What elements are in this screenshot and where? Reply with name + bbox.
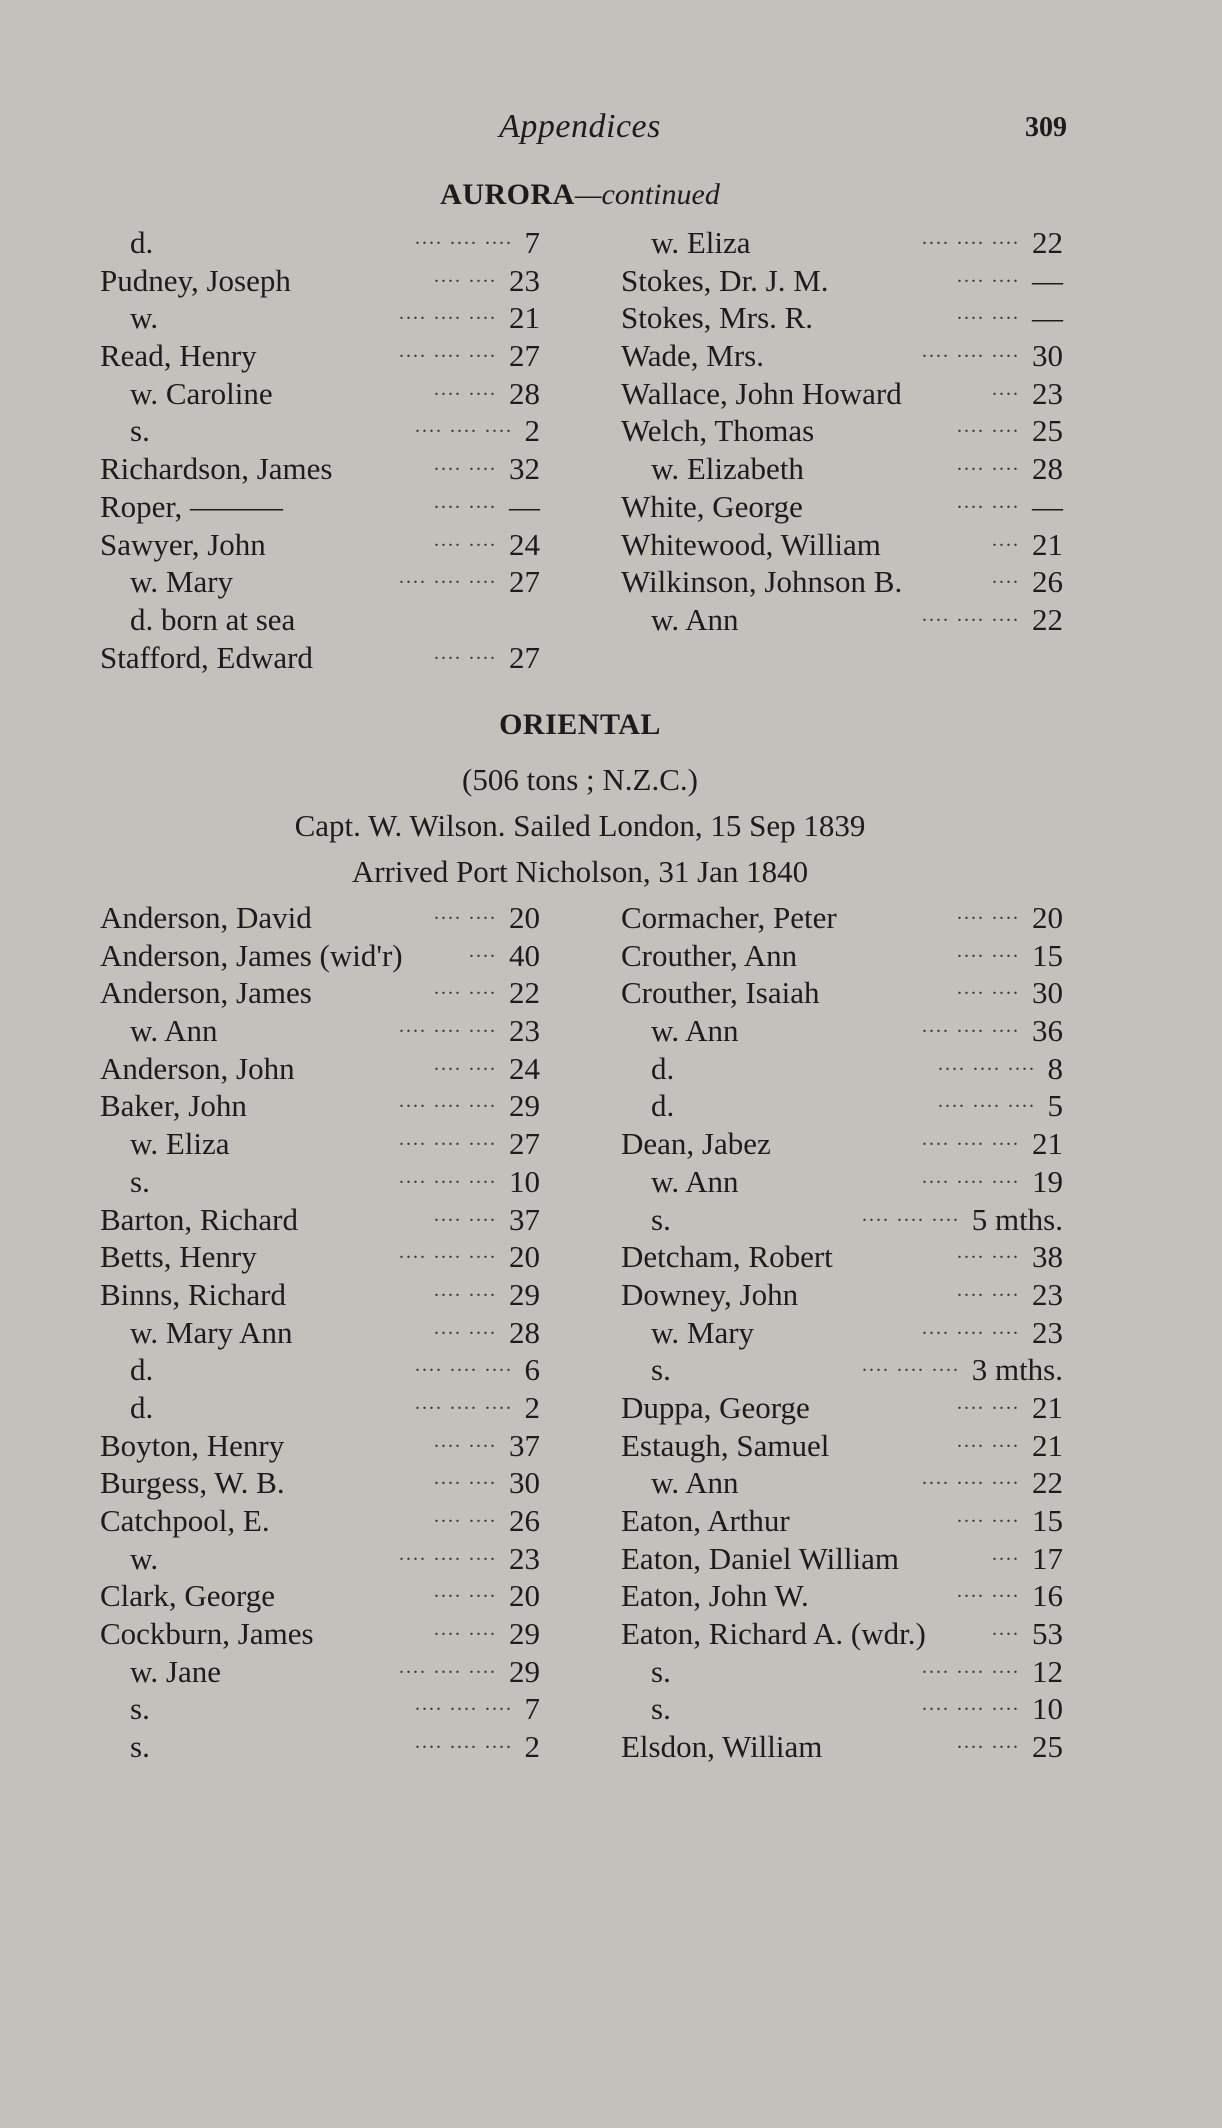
aurora-heading bbox=[0, 178, 1160, 212]
passenger-age: — bbox=[509, 488, 540, 524]
leader-dots: .... .... bbox=[957, 1580, 1020, 1603]
leader-dots: .... bbox=[992, 377, 1020, 400]
leader-dots: .... .... .... bbox=[922, 1316, 1020, 1339]
leader-dots: .... .... .... bbox=[415, 1693, 513, 1716]
passenger-age: 20 bbox=[509, 900, 540, 935]
passenger-name: s. bbox=[130, 1163, 150, 1199]
passenger-age: 16 bbox=[1032, 1578, 1063, 1614]
leader-dots: .... bbox=[992, 528, 1020, 551]
passenger-age: 28 bbox=[509, 375, 540, 411]
passenger-name: w. bbox=[130, 300, 159, 336]
passenger-row bbox=[621, 1163, 1063, 1201]
passenger-row bbox=[100, 299, 540, 337]
passenger-name: w. Caroline bbox=[130, 375, 273, 411]
passenger-age: 27 bbox=[509, 639, 540, 675]
passenger-age: 26 bbox=[509, 1503, 540, 1538]
passenger-age: 19 bbox=[1032, 1163, 1063, 1199]
leader-dots: .... .... .... bbox=[862, 1354, 960, 1377]
leader-dots: .... bbox=[992, 1618, 1020, 1641]
oriental-arrived: Arrived Port Nicholson, 31 Jan 1840 bbox=[351, 854, 809, 889]
passenger-name: Sawyer, John bbox=[100, 526, 266, 562]
passenger-row bbox=[621, 299, 1063, 337]
passenger-row bbox=[621, 1125, 1063, 1163]
passenger-name: Binns, Richard bbox=[100, 1276, 286, 1312]
leader-dots: .... .... .... bbox=[415, 1731, 513, 1754]
passenger-name: w. Eliza bbox=[130, 1126, 230, 1162]
passenger-name: Wallace, John Howard bbox=[621, 375, 902, 411]
passenger-row bbox=[621, 1502, 1063, 1540]
passenger-age: 28 bbox=[1032, 451, 1063, 487]
passenger-name: w. Ann bbox=[651, 1013, 739, 1049]
passenger-row bbox=[100, 1653, 540, 1691]
passenger-age: 32 bbox=[509, 451, 540, 487]
leader-dots: .... .... bbox=[434, 1203, 497, 1226]
passenger-name: Boyton, Henry bbox=[100, 1427, 285, 1463]
passenger-age: 29 bbox=[509, 1088, 540, 1124]
passenger-row bbox=[621, 1389, 1063, 1427]
leader-dots: .... .... .... bbox=[415, 415, 513, 438]
passenger-age: 23 bbox=[509, 262, 540, 298]
passenger-row bbox=[621, 563, 1063, 601]
leader-dots: .... .... bbox=[434, 264, 497, 287]
passenger-age: 37 bbox=[509, 1427, 540, 1463]
passenger-age: 22 bbox=[1032, 225, 1063, 260]
passenger-row bbox=[621, 375, 1063, 413]
passenger-name: Duppa, George bbox=[621, 1389, 810, 1425]
leader-dots: .... .... bbox=[957, 1731, 1020, 1754]
passenger-age: 20 bbox=[509, 1578, 540, 1614]
passenger-age: 7 bbox=[524, 1691, 540, 1727]
passenger-age: 30 bbox=[1032, 975, 1063, 1011]
passenger-age: 10 bbox=[509, 1163, 540, 1199]
passenger-name: w. Mary bbox=[651, 1314, 755, 1350]
oriental-tonnage: (506 tons ; N.Z.C.) bbox=[462, 762, 698, 797]
passenger-name: w. Ann bbox=[130, 1013, 218, 1049]
leader-dots: .... .... .... bbox=[399, 1542, 497, 1565]
leader-dots: .... .... bbox=[957, 302, 1020, 325]
leader-dots: .... .... .... bbox=[862, 1203, 960, 1226]
passenger-row bbox=[621, 1577, 1063, 1615]
passenger-age: 8 bbox=[1047, 1050, 1063, 1086]
passenger-name: Read, Henry bbox=[100, 338, 257, 374]
passenger-name: Richardson, James bbox=[100, 451, 333, 487]
leader-dots: .... .... bbox=[957, 453, 1020, 476]
leader-dots: .... .... bbox=[957, 977, 1020, 1000]
passenger-name: w. Elizabeth bbox=[651, 451, 804, 487]
passenger-name: Elsdon, William bbox=[621, 1729, 823, 1765]
passenger-age: 3 mths. bbox=[971, 1352, 1063, 1388]
passenger-name: d. born at sea bbox=[130, 601, 296, 637]
passenger-name: Roper, ——— bbox=[100, 488, 284, 524]
passenger-row bbox=[100, 563, 540, 601]
passenger-row bbox=[100, 224, 540, 262]
leader-dots: .... .... .... bbox=[922, 1693, 1020, 1716]
leader-dots: .... .... .... bbox=[922, 1655, 1020, 1678]
leader-dots: .... .... bbox=[434, 453, 497, 476]
passenger-row bbox=[621, 1427, 1063, 1465]
passenger-name: Crouther, Ann bbox=[621, 937, 798, 973]
passenger-age: 21 bbox=[1032, 1126, 1063, 1162]
passenger-name: Eaton, Daniel William bbox=[621, 1540, 899, 1576]
passenger-row bbox=[100, 899, 540, 937]
passenger-row bbox=[100, 375, 540, 413]
passenger-name: Clark, George bbox=[100, 1578, 276, 1614]
leader-dots: .... .... bbox=[434, 528, 497, 551]
passenger-age: 22 bbox=[1032, 601, 1063, 637]
page-number: 309 bbox=[1025, 112, 1067, 143]
passenger-name: w. Ann bbox=[651, 601, 739, 637]
passenger-name: Catchpool, E. bbox=[100, 1503, 270, 1538]
passenger-row bbox=[621, 1314, 1063, 1352]
leader-dots: .... .... .... bbox=[399, 1655, 497, 1678]
aurora-right-column bbox=[621, 224, 1063, 639]
passenger-row bbox=[100, 937, 540, 975]
passenger-row bbox=[621, 1238, 1063, 1276]
passenger-name: Eaton, Richard A. (wdr.) bbox=[621, 1616, 926, 1652]
leader-dots: .... .... bbox=[434, 1580, 497, 1603]
passenger-name: Barton, Richard bbox=[100, 1201, 299, 1237]
leader-dots: .... .... bbox=[957, 1505, 1020, 1527]
passenger-age: 21 bbox=[1032, 1427, 1063, 1463]
leader-dots: .... .... .... bbox=[399, 340, 497, 363]
leader-dots: .... .... bbox=[434, 977, 497, 1000]
leader-dots: .... .... bbox=[434, 1429, 497, 1452]
passenger-age: 30 bbox=[1032, 338, 1063, 374]
leader-dots: .... .... .... bbox=[399, 1128, 497, 1151]
passenger-row bbox=[621, 1653, 1063, 1691]
passenger-row bbox=[100, 1276, 540, 1314]
passenger-name: Wilkinson, Johnson B. bbox=[621, 564, 903, 600]
leader-dots: .... .... bbox=[957, 1429, 1020, 1452]
passenger-name: Dean, Jabez bbox=[621, 1126, 771, 1162]
passenger-age: 10 bbox=[1032, 1691, 1063, 1727]
passenger-row bbox=[621, 488, 1063, 526]
passenger-name: Anderson, James (wid'r) bbox=[100, 937, 403, 973]
leader-dots: .... .... bbox=[434, 1052, 497, 1075]
passenger-row bbox=[100, 1540, 540, 1578]
passenger-age: 27 bbox=[509, 564, 540, 600]
leader-dots: .... .... bbox=[957, 939, 1020, 962]
leader-dots: .... .... bbox=[434, 902, 497, 924]
passenger-age: 24 bbox=[509, 1050, 540, 1086]
leader-dots: .... .... .... bbox=[922, 603, 1020, 626]
leader-dots: .... .... bbox=[957, 1241, 1020, 1264]
passenger-name: White, George bbox=[621, 488, 803, 524]
passenger-row bbox=[100, 1163, 540, 1201]
oriental-right-column bbox=[621, 899, 1063, 1766]
leader-dots: .... bbox=[992, 566, 1020, 589]
passenger-age: 29 bbox=[509, 1276, 540, 1312]
passenger-row bbox=[100, 262, 540, 300]
passenger-row bbox=[100, 1238, 540, 1276]
passenger-row bbox=[100, 337, 540, 375]
passenger-row bbox=[621, 412, 1063, 450]
passenger-age: 12 bbox=[1032, 1653, 1063, 1689]
passenger-name: Welch, Thomas bbox=[621, 413, 815, 449]
passenger-row bbox=[100, 526, 540, 564]
passenger-age: 25 bbox=[1032, 1729, 1063, 1765]
passenger-row bbox=[621, 1690, 1063, 1728]
passenger-row bbox=[621, 1464, 1063, 1502]
passenger-row bbox=[100, 1201, 540, 1239]
passenger-row bbox=[100, 1502, 540, 1540]
aurora-ship-name: AURORA bbox=[440, 178, 575, 211]
oriental-heading bbox=[0, 708, 1160, 742]
passenger-name: Eaton, Arthur bbox=[621, 1503, 790, 1538]
passenger-row bbox=[621, 1351, 1063, 1389]
passenger-row bbox=[621, 1012, 1063, 1050]
leader-dots: .... .... .... bbox=[922, 1165, 1020, 1188]
leader-dots: .... .... bbox=[957, 415, 1020, 438]
passenger-row bbox=[621, 899, 1063, 937]
leader-dots: .... .... .... bbox=[922, 227, 1020, 249]
passenger-age: 21 bbox=[1032, 1389, 1063, 1425]
passenger-name: s. bbox=[651, 1653, 671, 1689]
leader-dots: .... .... .... bbox=[399, 1090, 497, 1113]
passenger-age: 22 bbox=[509, 975, 540, 1011]
leader-dots: .... .... bbox=[957, 490, 1020, 513]
passenger-row bbox=[100, 1464, 540, 1502]
passenger-row bbox=[621, 1276, 1063, 1314]
passenger-name: Whitewood, William bbox=[621, 526, 881, 562]
leader-dots: .... .... bbox=[434, 1467, 497, 1490]
passenger-name: w. Jane bbox=[130, 1653, 221, 1689]
passenger-age: 5 mths. bbox=[971, 1201, 1063, 1237]
passenger-name: Stafford, Edward bbox=[100, 639, 313, 675]
passenger-name: Burgess, W. B. bbox=[100, 1465, 285, 1501]
passenger-row bbox=[621, 1540, 1063, 1578]
passenger-row bbox=[621, 1201, 1063, 1239]
passenger-row bbox=[621, 224, 1063, 262]
passenger-row bbox=[100, 1427, 540, 1465]
passenger-row bbox=[621, 450, 1063, 488]
passenger-name: Betts, Henry bbox=[100, 1239, 257, 1275]
passenger-age: 21 bbox=[509, 300, 540, 336]
passenger-row bbox=[100, 1012, 540, 1050]
leader-dots: .... .... bbox=[957, 1391, 1020, 1414]
passenger-age: 27 bbox=[509, 338, 540, 374]
leader-dots: .... .... .... bbox=[938, 1052, 1036, 1075]
leader-dots: .... .... bbox=[957, 902, 1020, 924]
passenger-age: 29 bbox=[509, 1653, 540, 1689]
passenger-name: w. Eliza bbox=[651, 225, 751, 260]
passenger-name: s. bbox=[651, 1201, 671, 1237]
passenger-row bbox=[621, 974, 1063, 1012]
leader-dots: .... .... .... bbox=[922, 340, 1020, 363]
passenger-age: 2 bbox=[524, 413, 540, 449]
passenger-row bbox=[100, 1615, 540, 1653]
passenger-row bbox=[621, 526, 1063, 564]
leader-dots: .... .... bbox=[434, 377, 497, 400]
passenger-name: s. bbox=[130, 413, 150, 449]
passenger-row bbox=[100, 601, 540, 639]
passenger-row bbox=[100, 1577, 540, 1615]
leader-dots: .... .... .... bbox=[922, 1128, 1020, 1151]
passenger-age: 15 bbox=[1032, 1503, 1063, 1538]
leader-dots: .... .... .... bbox=[922, 1015, 1020, 1038]
passenger-age: 15 bbox=[1032, 937, 1063, 973]
leader-dots: .... .... .... bbox=[399, 1165, 497, 1188]
passenger-name: s. bbox=[130, 1729, 150, 1765]
passenger-row bbox=[100, 450, 540, 488]
passenger-row bbox=[621, 601, 1063, 639]
passenger-name: Anderson, James bbox=[100, 975, 312, 1011]
oriental-ship-name: ORIENTAL bbox=[499, 708, 661, 741]
passenger-name: d. bbox=[130, 1389, 154, 1425]
leader-dots: .... .... bbox=[434, 490, 497, 513]
passenger-row bbox=[621, 1728, 1063, 1766]
passenger-row bbox=[100, 1728, 540, 1766]
passenger-name: Detcham, Robert bbox=[621, 1239, 833, 1275]
passenger-name: Baker, John bbox=[100, 1088, 247, 1124]
passenger-name: d. bbox=[130, 1352, 154, 1388]
leader-dots: .... .... .... bbox=[399, 1241, 497, 1264]
leader-dots: .... bbox=[992, 1542, 1020, 1565]
passenger-age: 20 bbox=[1032, 900, 1063, 935]
passenger-age: 20 bbox=[509, 1239, 540, 1275]
passenger-name: d. bbox=[130, 225, 154, 260]
leader-dots: .... .... .... bbox=[415, 227, 513, 249]
passenger-name: s. bbox=[130, 1691, 150, 1727]
passenger-name: Pudney, Joseph bbox=[100, 262, 291, 298]
passenger-row bbox=[621, 1615, 1063, 1653]
passenger-row bbox=[100, 1050, 540, 1088]
passenger-row bbox=[100, 639, 540, 677]
leader-dots: .... .... bbox=[434, 1618, 497, 1641]
passenger-age: 23 bbox=[509, 1013, 540, 1049]
passenger-name: Downey, John bbox=[621, 1276, 799, 1312]
passenger-age: 2 bbox=[524, 1729, 540, 1765]
passenger-name: w. bbox=[130, 1540, 159, 1576]
passenger-age: 23 bbox=[1032, 375, 1063, 411]
passenger-name: s. bbox=[651, 1691, 671, 1727]
passenger-age: 25 bbox=[1032, 413, 1063, 449]
passenger-age: 24 bbox=[509, 526, 540, 562]
passenger-age: 7 bbox=[524, 225, 540, 260]
passenger-row bbox=[100, 974, 540, 1012]
passenger-age: 30 bbox=[509, 1465, 540, 1501]
leader-dots: .... .... bbox=[957, 1278, 1020, 1301]
running-title: Appendices bbox=[499, 108, 661, 145]
passenger-age: 26 bbox=[1032, 564, 1063, 600]
passenger-row bbox=[621, 1087, 1063, 1125]
leader-dots: .... .... .... bbox=[415, 1354, 513, 1377]
leader-dots: .... .... .... bbox=[399, 566, 497, 589]
leader-dots: .... .... bbox=[434, 641, 497, 664]
passenger-age: 23 bbox=[1032, 1276, 1063, 1312]
passenger-age: — bbox=[1032, 300, 1063, 336]
passenger-age: 38 bbox=[1032, 1239, 1063, 1275]
leader-dots: .... .... .... bbox=[415, 1391, 513, 1414]
passenger-name: d. bbox=[651, 1088, 675, 1124]
passenger-name: Eaton, John W. bbox=[621, 1578, 809, 1614]
passenger-age: 40 bbox=[509, 937, 540, 973]
passenger-age: 27 bbox=[509, 1126, 540, 1162]
passenger-name: Stokes, Dr. J. M. bbox=[621, 262, 829, 298]
passenger-name: Stokes, Mrs. R. bbox=[621, 300, 814, 336]
passenger-row bbox=[100, 1351, 540, 1389]
passenger-age: 53 bbox=[1032, 1616, 1063, 1652]
passenger-row bbox=[621, 937, 1063, 975]
oriental-left-column bbox=[100, 899, 540, 1766]
passenger-name: Cockburn, James bbox=[100, 1616, 314, 1652]
passenger-name: Crouther, Isaiah bbox=[621, 975, 820, 1011]
leader-dots: .... .... bbox=[434, 1316, 497, 1339]
passenger-name: w. Mary Ann bbox=[130, 1314, 293, 1350]
leader-dots: .... bbox=[469, 939, 497, 962]
leader-dots: .... .... .... bbox=[399, 302, 497, 325]
passenger-name: w. Mary bbox=[130, 564, 234, 600]
passenger-row bbox=[100, 412, 540, 450]
passenger-age: 6 bbox=[524, 1352, 540, 1388]
passenger-age: 22 bbox=[1032, 1465, 1063, 1501]
passenger-name: w. Ann bbox=[651, 1465, 739, 1501]
passenger-age: 29 bbox=[509, 1616, 540, 1652]
passenger-name: Wade, Mrs. bbox=[621, 338, 764, 374]
passenger-name: w. Ann bbox=[651, 1163, 739, 1199]
passenger-row bbox=[100, 488, 540, 526]
passenger-age: 2 bbox=[524, 1389, 540, 1425]
passenger-name: s. bbox=[651, 1352, 671, 1388]
passenger-name: Estaugh, Samuel bbox=[621, 1427, 830, 1463]
passenger-age: 21 bbox=[1032, 526, 1063, 562]
passenger-row bbox=[100, 1314, 540, 1352]
aurora-left-column bbox=[100, 224, 540, 676]
passenger-row bbox=[100, 1087, 540, 1125]
leader-dots: .... .... .... bbox=[938, 1090, 1036, 1113]
passenger-age: 5 bbox=[1047, 1088, 1063, 1124]
passenger-row bbox=[621, 262, 1063, 300]
passenger-age: 23 bbox=[1032, 1314, 1063, 1350]
passenger-age: — bbox=[1032, 262, 1063, 298]
passenger-row bbox=[100, 1125, 540, 1163]
passenger-row bbox=[100, 1690, 540, 1728]
leader-dots: .... .... .... bbox=[922, 1467, 1020, 1490]
passenger-age: 17 bbox=[1032, 1540, 1063, 1576]
leader-dots: .... .... bbox=[434, 1278, 497, 1301]
passenger-age: 28 bbox=[509, 1314, 540, 1350]
leader-dots: .... .... bbox=[957, 264, 1020, 287]
leader-dots: .... .... bbox=[434, 1505, 497, 1527]
passenger-name: Cormacher, Peter bbox=[621, 900, 837, 935]
passenger-name: Anderson, John bbox=[100, 1050, 295, 1086]
passenger-age: 37 bbox=[509, 1201, 540, 1237]
passenger-age: 36 bbox=[1032, 1013, 1063, 1049]
passenger-name: Anderson, David bbox=[100, 900, 312, 935]
passenger-name: d. bbox=[651, 1050, 675, 1086]
aurora-continued-label: —continued bbox=[574, 178, 720, 211]
leader-dots: .... .... .... bbox=[399, 1015, 497, 1038]
passenger-row bbox=[621, 337, 1063, 375]
passenger-age: — bbox=[1032, 488, 1063, 524]
passenger-age: 23 bbox=[509, 1540, 540, 1576]
passenger-row bbox=[100, 1389, 540, 1427]
passenger-row bbox=[621, 1050, 1063, 1088]
oriental-sailed: Capt. W. Wilson. Sailed London, 15 Sep 1839 bbox=[294, 808, 866, 843]
